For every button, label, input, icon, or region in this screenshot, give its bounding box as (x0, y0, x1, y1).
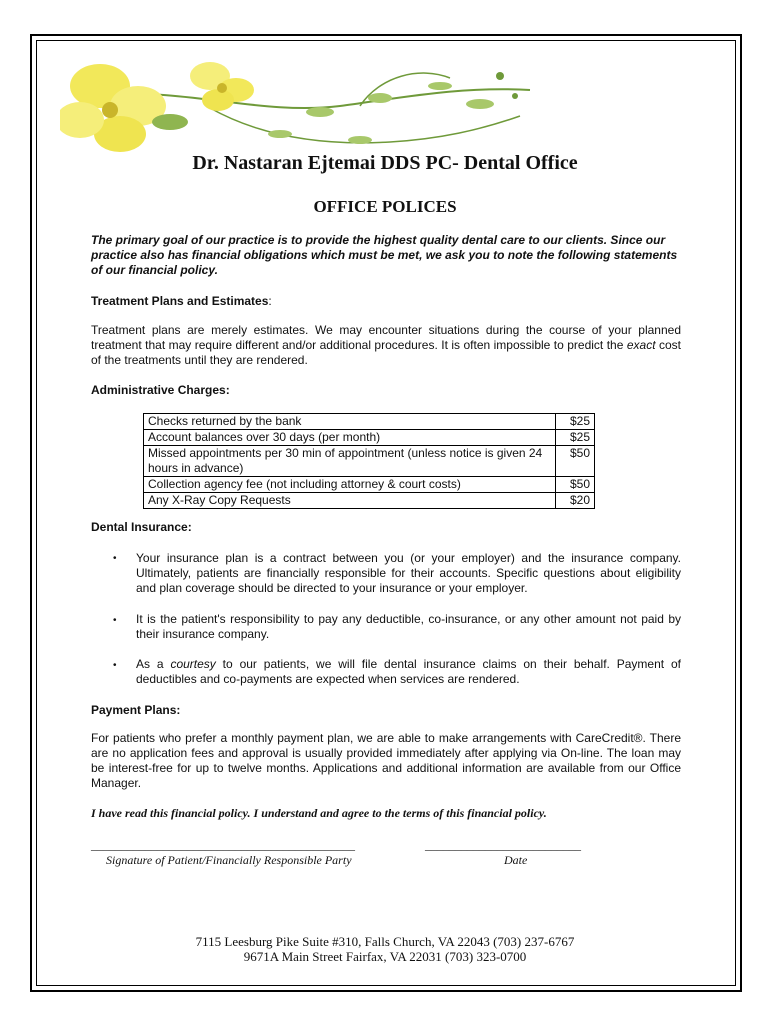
bullet-icon: • (113, 660, 117, 671)
office-name: Dr. Nastaran Ejtemai DDS PC- Dental Office (192, 152, 578, 174)
payment-paragraph: For patients who prefer a monthly payment plan, we are able to make arrangements with CareCredit®. There are no application fees and approval is usually provided immediately after applying via On-line. The loan may be interest-free for up to twelve months. Applications and additional information are available from our Office Manager. (91, 731, 681, 790)
table-row (144, 430, 595, 446)
courtesy-text-1: As a (136, 657, 171, 671)
floral-header-decoration (60, 46, 540, 158)
table-row (144, 414, 595, 430)
insurance-item-courtesy (136, 657, 681, 687)
date-label: Date (504, 853, 528, 867)
payment-heading: Payment Plans: (91, 703, 181, 717)
charge-amount: $25 (556, 414, 595, 430)
charge-amount: $50 (556, 477, 595, 493)
intro-statement: The primary goal of our practice is to provide the highest quality dental care to our clients. Since our practice also has financial obligations which must be met, we ask you to note the following statements of our financial policy. (91, 233, 678, 277)
charge-description: Missed appointments per 30 min of appointment (unless notice is given 24 hours in advance) (144, 446, 556, 477)
treatment-emphasis: exact (626, 338, 656, 352)
charge-amount: $50 (556, 446, 595, 477)
date-line: __________________________ (425, 838, 581, 852)
treatment-heading (91, 294, 272, 308)
courtesy-text-2: to our patients, we will file dental insurance claims on their behalf. Payment of deductibles and co-payments are expected when services are rendered. (136, 657, 681, 686)
table-row (144, 477, 595, 493)
bullet-icon: • (113, 553, 117, 564)
footer-address-fairfax: 9671A Main Street Fairfax, VA 22031 (703) 323-0700 (243, 949, 527, 964)
courtesy-emphasis: courtesy (170, 657, 216, 671)
treatment-paragraph (91, 323, 681, 368)
treatment-heading-colon: : (268, 294, 272, 308)
treatment-text-2: cost of the treatments until they are rendered. (91, 338, 681, 367)
charge-description: Checks returned by the bank (144, 414, 556, 430)
charge-amount: $20 (556, 493, 595, 509)
signature-line: ____________________________________________ (91, 838, 355, 852)
bullet-icon: • (113, 615, 117, 626)
treatment-text-1: Treatment plans are merely estimates. We may encounter situations during the course of your planned treatment that may require different and/or additional procedures. It is often impossible to predict the (91, 323, 681, 352)
footer-address-falls-church: 7115 Leesburg Pike Suite #310, Falls Church, VA 22043 (703) 237-6767 (195, 934, 575, 949)
admin-charges-table (143, 413, 595, 509)
charge-amount: $25 (556, 430, 595, 446)
table-row (144, 446, 595, 477)
treatment-heading-text: Treatment Plans and Estimates (91, 294, 269, 308)
insurance-item-responsibility: It is the patient's responsibility to pay any deductible, co-insurance, or any other amount not paid by their insurance company. (136, 612, 681, 641)
agreement-statement: I have read this financial policy. I understand and agree to the terms of this financial policy. (91, 806, 547, 820)
signature-label: Signature of Patient/Financially Responsible Party (106, 853, 352, 867)
charge-description: Any X-Ray Copy Requests (144, 493, 556, 509)
admin-heading: Administrative Charges: (91, 383, 230, 397)
insurance-item-contract: Your insurance plan is a contract between you (or your employer) and the insurance company. Ultimately, patients are financially responsible for their accounts. Specific questions about eligibility and plan coverage should be directed to your insurance or your employer. (136, 551, 681, 595)
table-row (144, 493, 595, 509)
insurance-heading: Dental Insurance: (91, 520, 192, 534)
charge-description: Account balances over 30 days (per month) (144, 430, 556, 446)
charge-description: Collection agency fee (not including attorney & court costs) (144, 477, 556, 493)
document-title: OFFICE POLICES (313, 197, 457, 216)
